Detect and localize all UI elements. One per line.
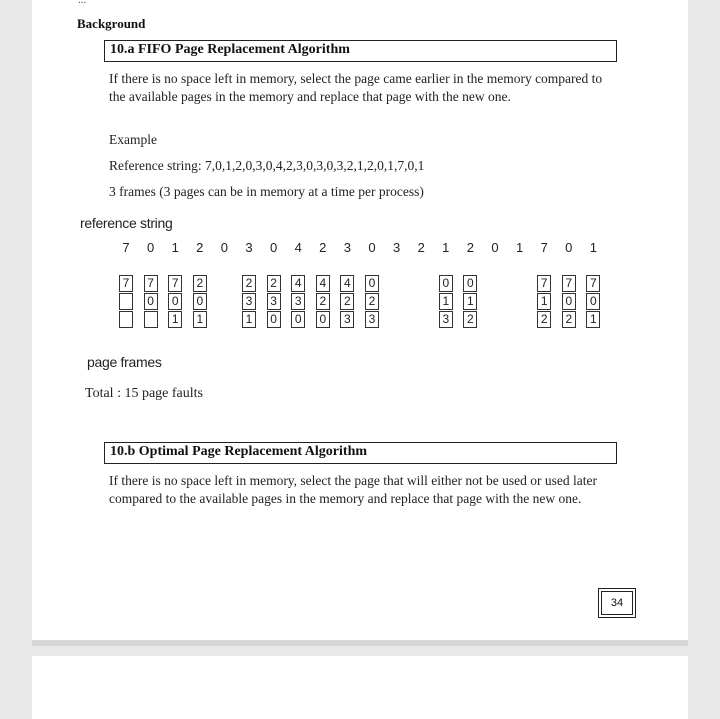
frame-cell: 2: [242, 275, 256, 292]
background-heading: Background: [77, 16, 146, 31]
reference-digit: 0: [269, 240, 278, 255]
reference-digit: 3: [392, 240, 401, 255]
frame-column: [340, 275, 354, 329]
reference-digit: 3: [343, 240, 351, 255]
reference-digit: 2: [417, 240, 425, 255]
frame-cell: 1: [586, 311, 600, 328]
frame-column: [365, 275, 379, 329]
frame-column: [168, 275, 182, 329]
frame-cell: 3: [291, 293, 305, 310]
frame-cell: 2: [365, 293, 379, 310]
section-a-title: 10.a FIFO Page Replacement Algorithm: [110, 42, 350, 57]
frame-column: [291, 275, 305, 329]
next-document-page: [32, 656, 688, 719]
section-a-title-box: [104, 40, 617, 62]
reference-digit: 2: [319, 240, 327, 255]
example-label: Example: [109, 132, 157, 147]
frame-cell: 2: [193, 275, 207, 292]
frame-column: [242, 275, 256, 329]
frame-cell: 7: [168, 275, 182, 292]
frame-cell: 7: [119, 275, 133, 292]
frames-text: 3 frames (3 pages can be in memory at a time per process): [109, 184, 424, 199]
frame-column: [586, 275, 600, 329]
reference-digit: 1: [589, 240, 597, 255]
frame-cell: 7: [586, 275, 600, 292]
reference-digit: 0: [220, 240, 228, 255]
section-b-title: 10.b Optimal Page Replacement Algorithm: [110, 444, 368, 459]
frame-cell: 1: [439, 293, 453, 310]
frame-cell: 7: [144, 275, 158, 292]
page-separator: [32, 640, 688, 646]
frame-cell: [144, 311, 158, 328]
frame-cell: 2: [316, 293, 330, 310]
frame-cell: 7: [537, 275, 551, 292]
frame-cell: 0: [562, 293, 576, 310]
frame-cell: [119, 311, 133, 328]
section-b-description: If there is no space left in memory, select the page that will either not be used or used later compared to the available pages in the memory and replace that page with the new one.: [109, 473, 597, 506]
frame-cell: [119, 293, 133, 310]
reference-digit: 3: [245, 240, 253, 255]
frame-cell: 4: [316, 275, 330, 292]
reference-digit: 4: [294, 240, 302, 255]
frame-column: [119, 275, 133, 329]
frame-cell: 7: [562, 275, 576, 292]
frame-cell: 0: [463, 275, 477, 292]
frame-column: [267, 275, 281, 329]
frame-cell: 0: [586, 293, 600, 310]
reference-digit: 0: [368, 240, 376, 255]
frame-cell: 1: [242, 311, 256, 328]
frame-column: [193, 275, 207, 329]
page-frames-label: page frames: [87, 354, 162, 370]
frame-column: [439, 275, 453, 329]
page-number-box: [598, 588, 636, 618]
reference-digit: 0: [491, 240, 499, 255]
reference-digit: 1: [442, 240, 450, 255]
frame-cell: 4: [340, 275, 354, 292]
page-number: 34: [610, 597, 624, 609]
frame-cell: 1: [168, 311, 182, 328]
reference-digit: 1: [515, 240, 524, 255]
cropped-top-text: ...: [78, 0, 87, 6]
reference-digit: 7: [122, 240, 130, 255]
reference-string-text: Reference string: 7,0,1,2,0,3,0,4,2,3,0,3,0,3,2,1,2,0,1,7,0,1: [109, 158, 425, 173]
frame-cell: 0: [365, 275, 379, 292]
reference-digit: 0: [565, 240, 573, 255]
frame-cell: 3: [340, 311, 354, 328]
frame-cell: 0: [291, 311, 305, 328]
frame-cell: 1: [193, 311, 207, 328]
frame-cell: 2: [340, 293, 354, 310]
reference-digit: 7: [540, 240, 548, 255]
frame-column: [463, 275, 477, 329]
frame-column: [537, 275, 551, 329]
frame-cell: 3: [267, 293, 281, 310]
frame-cell: 2: [562, 311, 576, 328]
reference-digit: 0: [146, 240, 155, 255]
reference-digit: 1: [171, 240, 179, 255]
frame-cell: 2: [267, 275, 281, 292]
frame-cell: 1: [537, 293, 551, 310]
section-b-title-box: [104, 442, 617, 464]
frame-column: [144, 275, 158, 329]
frame-column: [316, 275, 330, 329]
frame-cell: 2: [463, 311, 477, 328]
frame-cell: 0: [267, 311, 281, 328]
frame-cell: 0: [168, 293, 182, 310]
frame-cell: 1: [463, 293, 477, 310]
reference-digit: 2: [196, 240, 204, 255]
section-a-description: If there is no space left in memory, select the page came earlier in the memory compared to the available pages in the memory and replace that page with the new one.: [109, 71, 603, 104]
frame-cell: 3: [242, 293, 256, 310]
figure-title: reference string: [80, 215, 173, 231]
frame-cell: 3: [365, 311, 379, 328]
frame-cell: 0: [144, 293, 158, 310]
frame-cell: 2: [537, 311, 551, 328]
total-page-faults: Total : 15 page faults: [85, 386, 203, 401]
frame-cell: 4: [291, 275, 305, 292]
frame-cell: 0: [316, 311, 330, 328]
reference-digit: 2: [466, 240, 474, 255]
frame-column: [562, 275, 576, 329]
frame-cell: 3: [439, 311, 453, 328]
frame-cell: 0: [439, 275, 453, 292]
frame-cell: 0: [193, 293, 207, 310]
